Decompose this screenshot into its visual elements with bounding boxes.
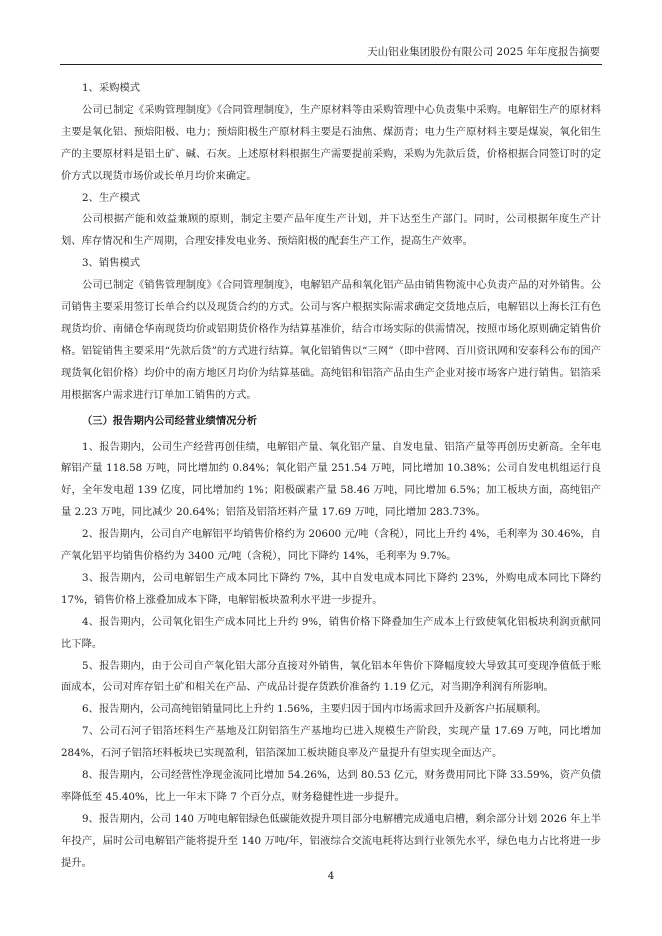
- performance-item-3: 3、报告期内，公司电解铝生产成本同比下降约 7%，其中自发电成本同比下降约 23%，外购电成本同比下降约 17%，销售价格上涨叠加成本下降，电解铝板块盈利水平进一步提升。: [61, 571, 601, 606]
- performance-item-8: 8、报告期内，公司经营性净现金流同比增加 54.26%，达到 80.53 亿元，财务费用同比下降 33.59%，资产负债率降低至 45.40%，比上一年末下降 7 个百分点，财务稳健性进一步提升。: [61, 769, 601, 803]
- sales-paragraph: 公司已制定《销售管理制度》《合同管理制度》，电解铝产品和氧化铝产品由销售物流中心负责产品的对外销售。公司销售主要采用签订长单合约以及现货合约的方式。公司与客户根据实际需求确定交货地点后，电解铝以上海长江有色现货均价、南储仓华南现货均价或铝期货价格作为结算基准价，结合市场实际的供需情况，按照市场化原则确定销售价格。铝锭销售主要采用“先款后货”的方式进行结算。氧化铝销售以“三网”（即中营网、百川资讯网和安泰科公布的国产现货氧化铝价格）均价中的南方地区月均价为结算基础。高纯铝和铝箔产品由生产企业对接市场客户进行销售。铝箔采用根据客户需求进行订单加工销售的方式。: [61, 279, 601, 401]
- performance-item-4: 4、报告期内，公司氧化铝生产成本同比上升约 9%，销售价格下降叠加生产成本上行致使氧化铝板块利润贡献同比下降。: [61, 615, 601, 650]
- production-paragraph: 公司根据产能和效益兼顾的原则，制定主要产品年度生产计划，并下达至生产部门。同时，公司根据年度生产计划、库存情况和生产周期，合理安排发电业务、预焙阳极的配套生产工作，提高生产效率。: [61, 213, 601, 248]
- sales-heading: 3、销售模式: [82, 257, 141, 270]
- performance-item-1: 1、报告期内，公司生产经营再创佳绩，电解铝产量、氧化铝产量、自发电量、铝箔产量等再创历史新高。全年电解铝产量 118.58 万吨，同比增加约 0.84%；氧化铝产量 251.54 万吨，同比增加 10.38%；公司自发电机组运行良好，全年发电超 139 亿度，同比增加约 1%；阳极碳素产量 58.46 万吨，同比增加 6.5%；加工板块方面，高纯铝产量 2.23 万吨，同比减少 20.64%；铝箔及铝箔坯料产量 17.69 万吨，同比增加 283.73%。: [61, 440, 601, 519]
- page-body: [61, 78, 601, 875]
- page-number: 4: [327, 870, 335, 882]
- performance-item-2: 2、报告期内，公司自产电解铝平均销售价格约为 20600 元/吨（含税），同比上升约 4%，毛利率为 30.46%，自产氧化铝平均销售价格约为 3400 元/吨（含税），同比下降约 14%，毛利率为 9.7%。: [61, 528, 601, 563]
- performance-item-6: 6、报告期内，公司高纯铝销量同比上升约 1.56%，主要归因于国内市场需求回升及新客户拓展顺利。: [82, 703, 547, 716]
- procurement-paragraph: 公司已制定《采购管理制度》《合同管理制度》，生产原材料等由采购管理中心负责集中采购。电解铝生产的原材料主要是氧化铝、预焙阳极、电力；预焙阳极生产原材料主要是石油焦、煤沥青；电力生产原材料主要是煤炭，氧化铝生产的主要原材料是铝土矿、碱、石灰。上述原材料根据生产需要提前采购，采购为先款后货，价格根据合同签订时的定价方式以现货市场价或长单月均价来确定。: [61, 103, 601, 182]
- performance-item-9: 9、报告期内，公司 140 万吨电解铝绿色低碳能效提升项目部分电解槽完成通电启槽，剩余部分计划 2026 年上半年投产，届时公司电解铝产能将提升至 140 万吨/年，铝液综合交流电耗将达到行业领先水平，绿色电力占比将进一步提升。: [61, 812, 601, 869]
- procurement-heading: 1、采购模式: [82, 82, 141, 94]
- section-title-performance: （三）报告期内公司经营业绩情况分析: [82, 414, 258, 427]
- performance-item-5: 5、报告期内，由于公司自产氧化铝大部分直接对外销售，氧化铝本年售价下降幅度较大导致其可变现净值低于账面成本，公司对库存铝土矿和相关在产品、产成品计提存货跌价准备约 1.19 亿元，对当期净利润有所影响。: [61, 659, 601, 694]
- header-divider: [60, 64, 602, 65]
- performance-item-7: 7、公司石河子铝箔坯料生产基地及江阴铝箔生产基地均已进入规模生产阶段，实现产量 17.69 万吨，同比增加 284%，石河子铝箔坯料板块已实现盈利，铝箔深加工板块随良率及产量提升有望实现全面达产。: [61, 725, 601, 760]
- production-heading: 2、生产模式: [82, 191, 141, 204]
- report-header-title: 天山铝业集团股份有限公司 2025 年年度报告摘要: [367, 46, 600, 58]
